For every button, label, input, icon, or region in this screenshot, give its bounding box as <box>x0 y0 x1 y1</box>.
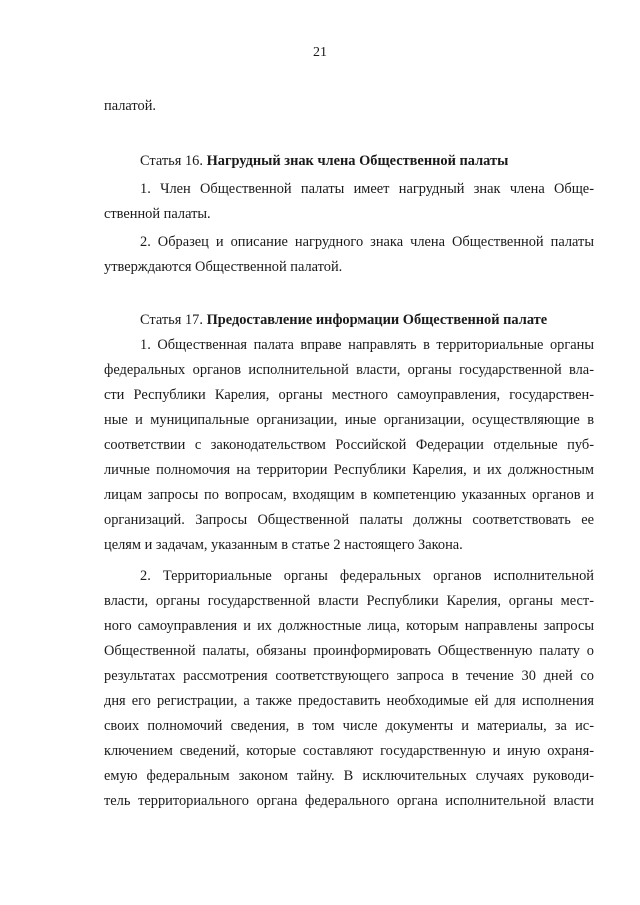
article-17-line: емую федеральным законом тайну. В исключительных случаях руководи- <box>104 768 594 784</box>
article-17-line: тель территориального органа федерального органа исполнительной власти <box>104 793 594 809</box>
article-17-line: личные полномочия на территории Республики Карелия, и их должностным <box>104 462 594 478</box>
article-17-line: власти, органы государственной власти Республики Карелия, органы мест- <box>104 593 594 609</box>
article-17-line: федеральных органов исполнительной власти, органы государственной вла- <box>104 362 594 378</box>
article-16-line: утверждаются Общественной палатой. <box>104 259 343 275</box>
article-17-line: организаций. Запросы Общественной палаты должны соответствовать ее <box>104 512 594 528</box>
article-17-line: Общественной палаты, обязаны проинформировать Общественную палату о <box>104 643 594 659</box>
article-16-line: ственной палаты. <box>104 206 211 222</box>
article-17-label: Статья 17. <box>140 312 203 328</box>
article-17-line: соответствии с законодательством Российской Федерации отдельные пуб- <box>104 437 594 453</box>
article-17-line: 1. Общественная палата вправе направлять в территориальные органы <box>140 337 594 353</box>
article-17-line: своих полномочий сведения, в том числе документы и материалы, за ис- <box>104 718 594 734</box>
article-17-title: Предоставление информации Общественной палате <box>206 312 548 328</box>
article-17-line: ключением сведений, которые составляют государственную и иную охраня- <box>104 743 594 759</box>
article-17-line: 2. Территориальные органы федеральных органов исполнительной <box>140 568 594 584</box>
article-17-line: дня его регистрации, а также предоставить необходимые ей для исполнения <box>104 693 594 709</box>
article-17-line: результатах рассмотрения соответствующего запроса в течение 30 дней со <box>104 668 594 684</box>
article-16-line: 1. Член Общественной палаты имеет нагрудный знак члена Обще- <box>140 181 594 197</box>
article-16-label: Статья 16. <box>140 153 203 169</box>
article-16-line: 2. Образец и описание нагрудного знака члена Общественной палаты <box>140 234 594 250</box>
article-17-heading <box>140 311 594 329</box>
article-17-line: целям и задачам, указанным в статье 2 настоящего Закона. <box>104 537 463 553</box>
continuation-text: палатой. <box>104 98 157 114</box>
article-16-heading <box>140 152 594 170</box>
article-17-line: ные и муниципальные организации, иные организации, осуществляющие в <box>104 412 594 428</box>
article-17-line: лицам запросы по вопросам, входящим в компетенцию указанных органов и <box>104 487 594 503</box>
page-number: 21 <box>313 45 327 60</box>
article-17-line: сти Республики Карелия, органы местного самоуправления, государствен- <box>104 387 594 403</box>
article-16-title: Нагрудный знак члена Общественной палаты <box>206 153 509 169</box>
article-17-line: ного самоуправления и их должностные лица, которым направлены запросы <box>104 618 594 634</box>
